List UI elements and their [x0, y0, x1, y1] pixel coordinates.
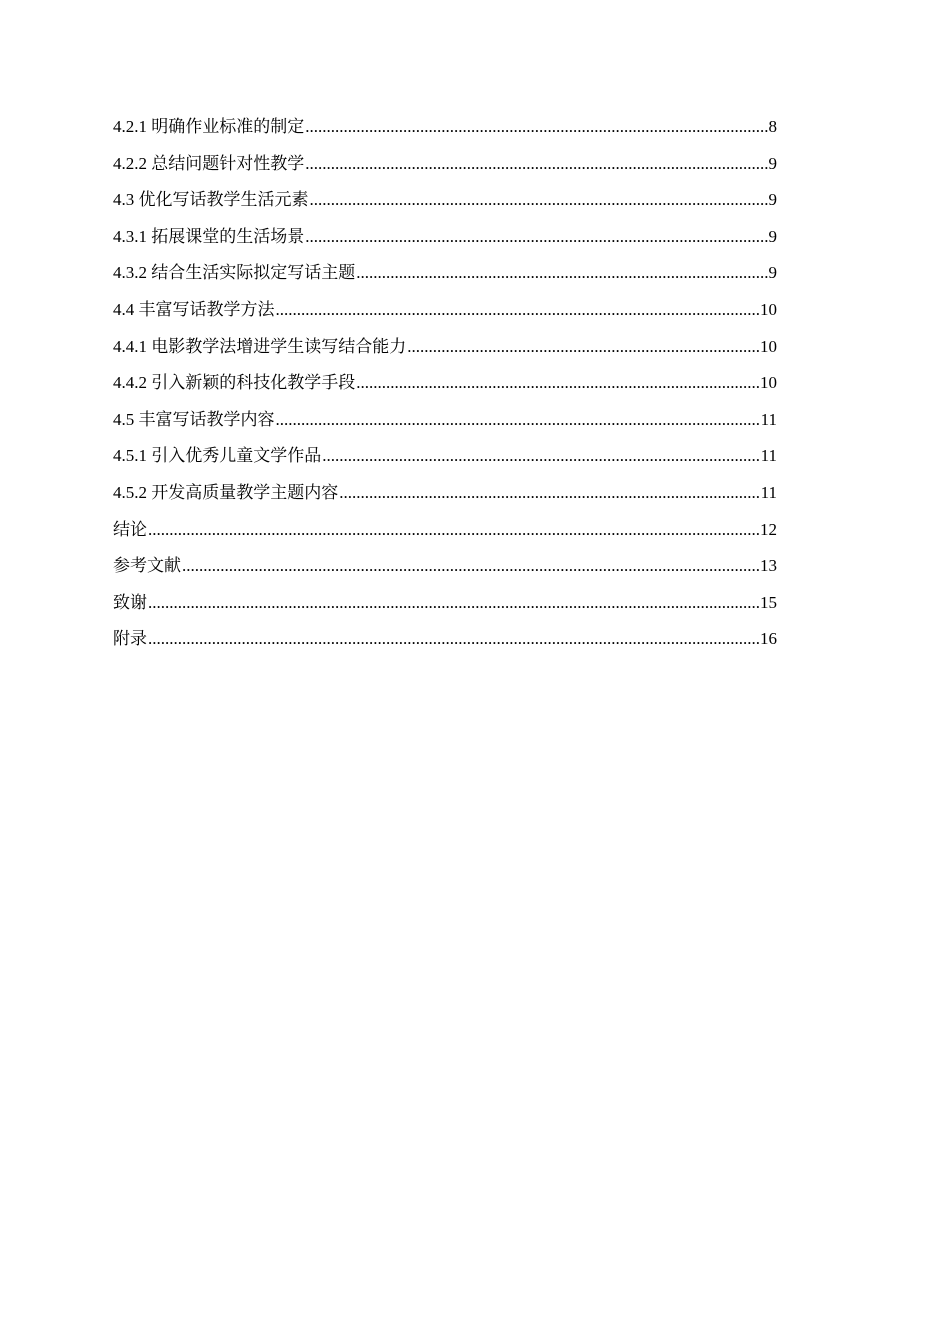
toc-dot-leader	[305, 149, 767, 179]
toc-entry[interactable]	[113, 185, 777, 222]
toc-entry[interactable]	[113, 515, 777, 552]
toc-entry-title: 4.5 丰富写话教学内容	[113, 409, 275, 429]
toc-entry[interactable]	[113, 258, 777, 295]
toc-dot-leader	[305, 222, 767, 252]
toc-dot-leader	[356, 258, 767, 288]
toc-entry-title: 致谢	[113, 592, 147, 612]
toc-entry-page: 11	[760, 482, 777, 502]
toc-entry[interactable]	[113, 624, 777, 661]
toc-entry-title: 4.2.2 总结问题针对性教学	[113, 153, 305, 173]
toc-entry[interactable]	[113, 368, 777, 405]
toc-entry-title: 4.4.2 引入新颖的科技化教学手段	[113, 373, 356, 393]
toc-entry[interactable]	[113, 149, 777, 186]
toc-entry-title: 4.5.2 开发高质量教学主题内容	[113, 482, 339, 502]
table-of-contents	[113, 112, 777, 661]
toc-entry-page: 11	[760, 446, 777, 466]
toc-entry[interactable]	[113, 112, 777, 149]
toc-entry-title: 参考文献	[113, 556, 181, 576]
toc-entry-page: 15	[760, 592, 777, 612]
toc-dot-leader	[148, 624, 759, 654]
toc-dot-leader	[322, 441, 759, 471]
toc-entry[interactable]	[113, 551, 777, 588]
toc-entry-page: 8	[768, 117, 777, 136]
toc-dot-leader	[276, 405, 760, 435]
toc-entry-page: 9	[768, 263, 777, 283]
toc-entry[interactable]	[113, 222, 777, 259]
toc-entry-title: 4.3 优化写话教学生活元素	[113, 190, 309, 210]
toc-entry[interactable]	[113, 332, 777, 369]
toc-dot-leader	[148, 515, 759, 545]
toc-entry-page: 16	[760, 629, 777, 649]
toc-entry-page: 9	[768, 226, 777, 246]
toc-dot-leader	[148, 588, 759, 618]
toc-entry-title: 结论	[113, 519, 147, 539]
toc-entry-title: 4.4.1 电影教学法增进学生读写结合能力	[113, 336, 407, 356]
toc-dot-leader	[407, 332, 759, 362]
toc-entry-page: 9	[768, 153, 777, 173]
toc-entry[interactable]	[113, 588, 777, 625]
toc-entry-page: 12	[760, 519, 777, 539]
toc-dot-leader	[182, 551, 759, 581]
toc-dot-leader	[310, 185, 768, 215]
toc-dot-leader	[356, 368, 759, 398]
toc-entry-page: 10	[760, 373, 777, 393]
toc-entry[interactable]	[113, 441, 777, 478]
toc-entry-title: 4.3.2 结合生活实际拟定写话主题	[113, 263, 356, 283]
toc-entry-page: 9	[768, 190, 777, 210]
toc-entry-title: 4.2.1 明确作业标准的制定	[113, 117, 305, 136]
toc-dot-leader	[276, 295, 760, 325]
toc-dot-leader	[339, 478, 759, 508]
toc-entry-page: 13	[760, 556, 777, 576]
toc-entry-title: 4.3.1 拓展课堂的生活场景	[113, 226, 305, 246]
toc-entry[interactable]	[113, 295, 777, 332]
toc-entry-title: 4.4 丰富写话教学方法	[113, 299, 275, 319]
toc-entry[interactable]	[113, 478, 777, 515]
toc-dot-leader	[305, 112, 767, 142]
toc-entry-title: 4.5.1 引入优秀儿童文学作品	[113, 446, 322, 466]
toc-entry[interactable]	[113, 405, 777, 442]
toc-entry-page: 11	[760, 409, 777, 429]
toc-entry-page: 10	[760, 336, 777, 356]
toc-entry-title: 附录	[113, 629, 147, 649]
toc-entry-page: 10	[760, 299, 777, 319]
